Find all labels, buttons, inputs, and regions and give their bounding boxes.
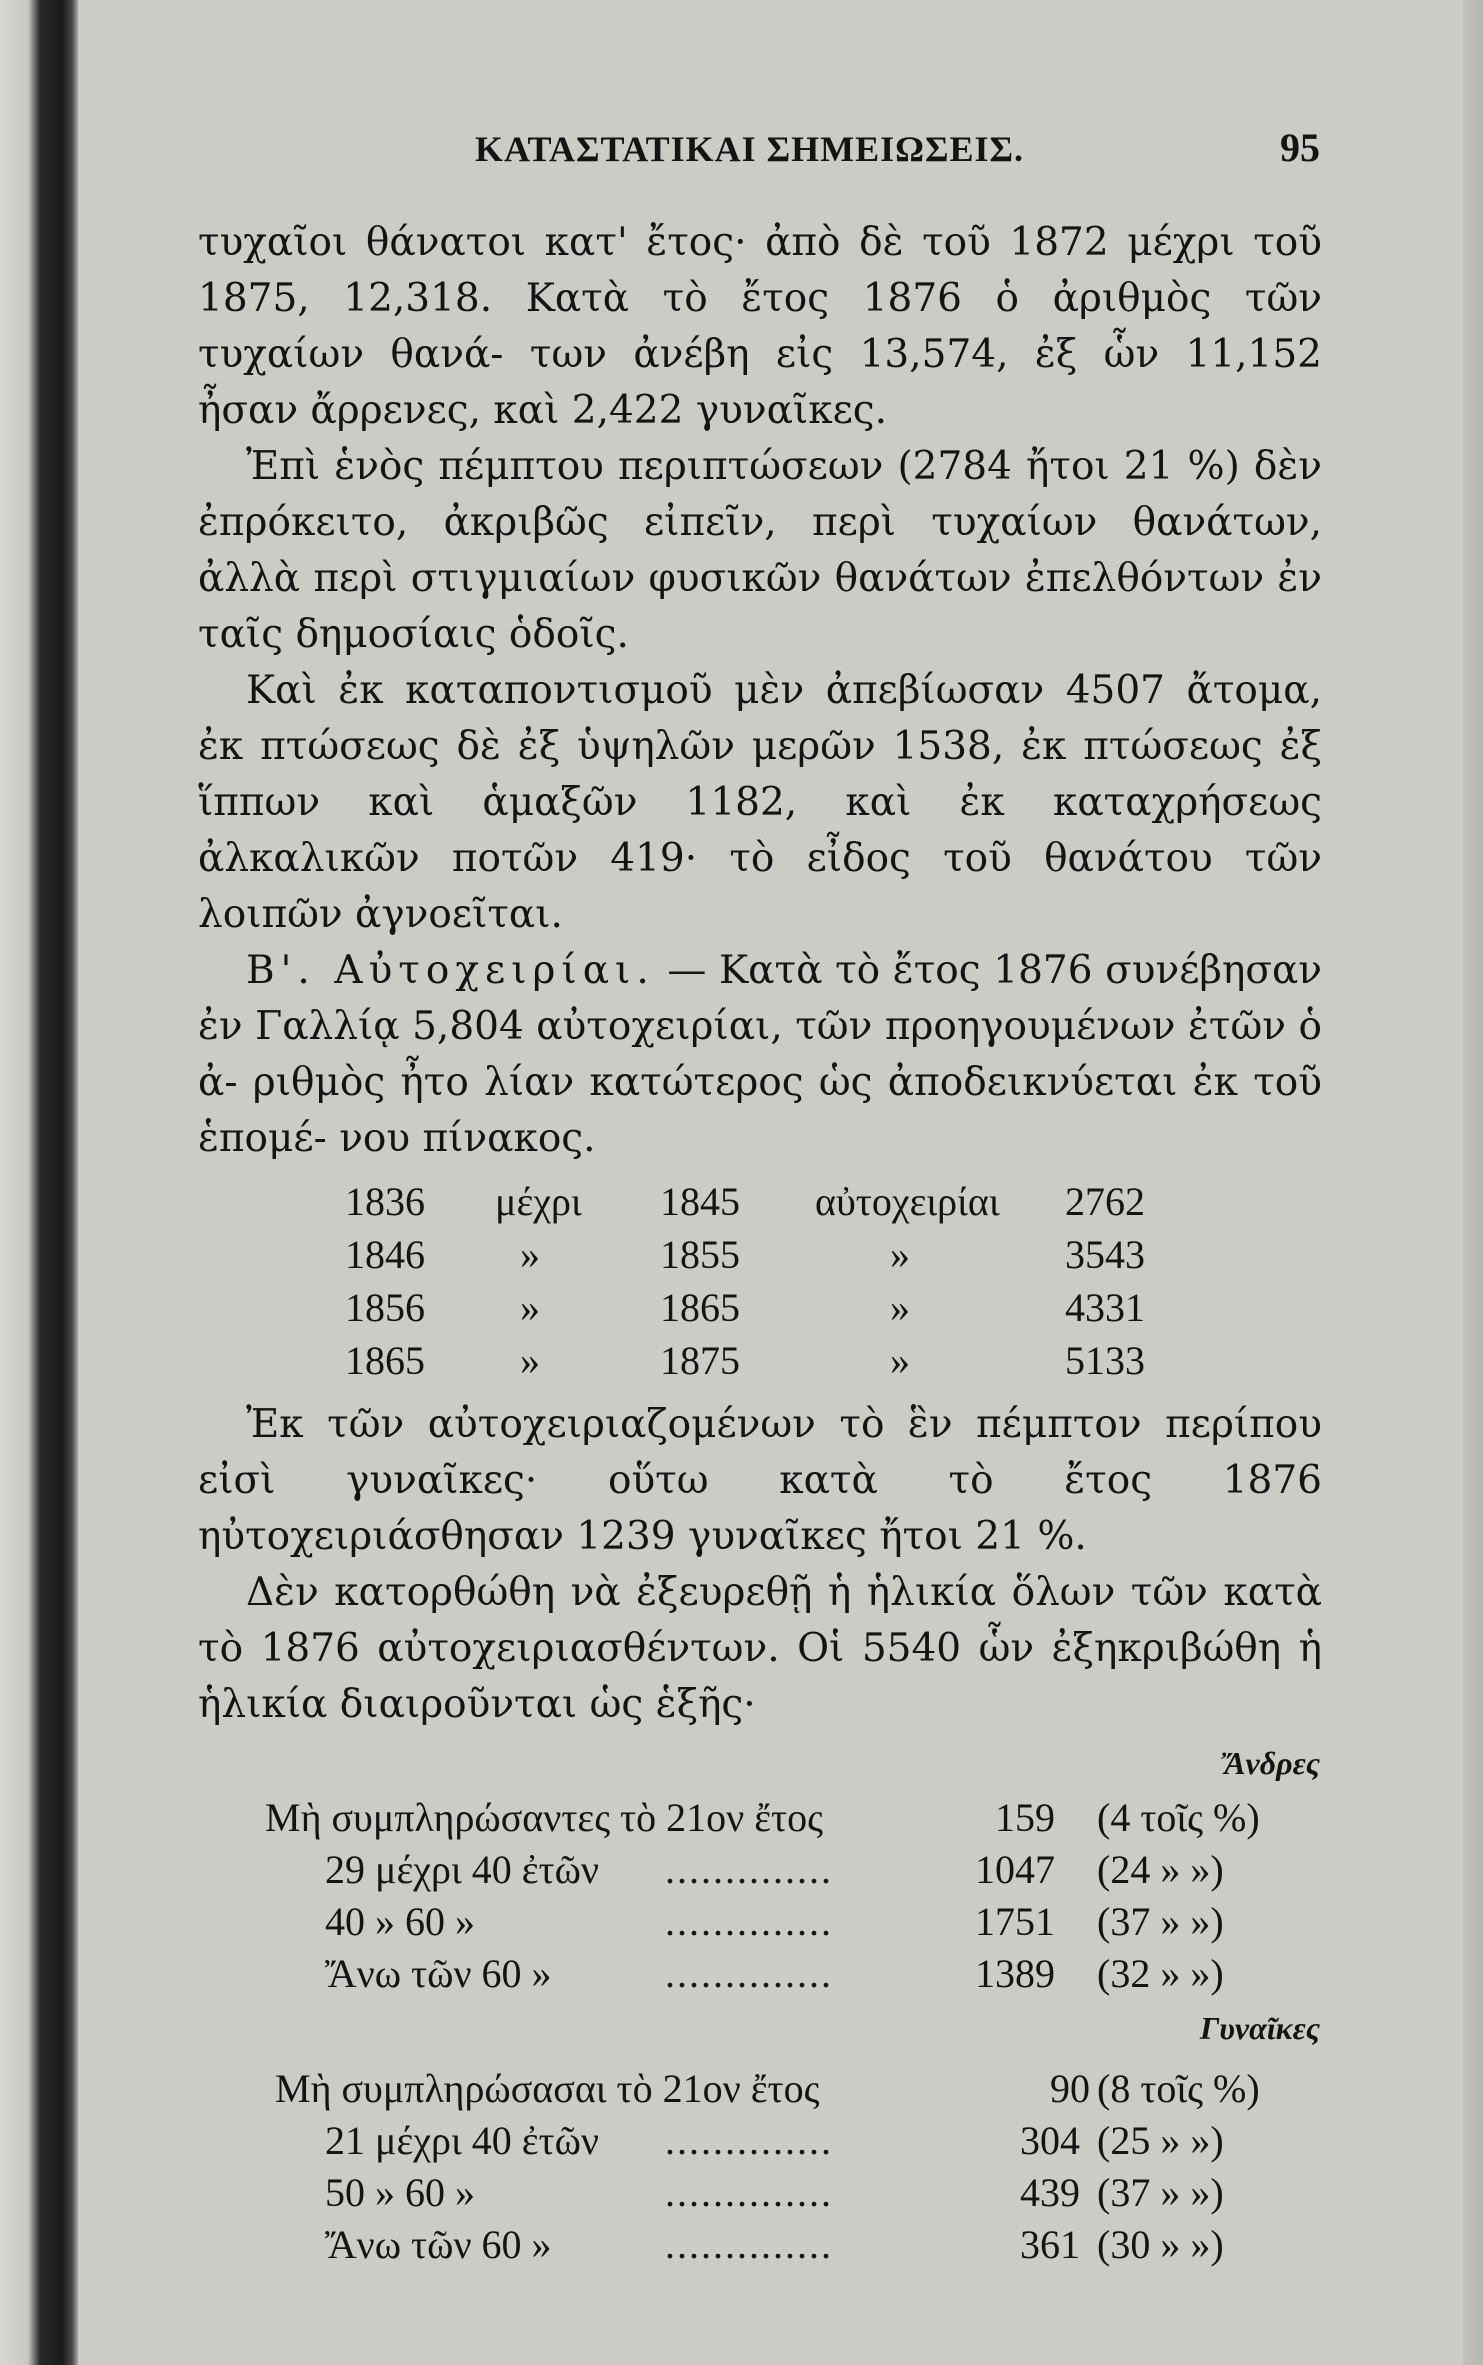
- men-age-table: [265, 1794, 1325, 2002]
- text-line: διαιροῦνται ὡς ἑξῆς·: [339, 1682, 756, 1727]
- period-sep: »: [520, 1338, 540, 1383]
- table-row: [265, 2169, 1325, 2221]
- age-label: Ἄνω τῶν 60 »: [325, 1951, 552, 1996]
- leader-dots: ..............: [665, 1899, 833, 1944]
- text-line: ὁδοῖς.: [508, 612, 629, 657]
- text-line: στιγμιαίων φυσικῶν θανάτων ἐπελθόντων ἐν ταῖς δημοσίαις: [198, 556, 1322, 657]
- body-text-continued: [198, 1397, 1322, 1733]
- paragraph-5: [198, 1397, 1322, 1565]
- age-label: 29 μέχρι 40 ἐτῶν: [325, 1847, 600, 1892]
- age-count: 1751: [975, 1899, 1055, 1944]
- women-age-table: [265, 2065, 1325, 2273]
- leader-dots: ..............: [665, 1951, 833, 1996]
- text-line: Καὶ ἐκ καταποντισμοῦ μὲν ἀπεβίωσαν 4507 ἄτομα, ἐκ: [198, 668, 1322, 769]
- men-heading: Ἄνδρες: [1224, 1745, 1320, 1781]
- age-label: 40 » 60 »: [325, 1899, 475, 1944]
- age-count: 1047: [975, 1847, 1055, 1892]
- text-line: γυναῖκες· οὕτω κατὰ τὸ ἔτος 1876 ηὐτοχειριάσθησαν 1239: [198, 1458, 1322, 1559]
- text-line: καὶ ἁμαξῶν 1182, καὶ ἐκ καταχρήσεως ἀλκαλικῶν ποτῶν: [198, 780, 1322, 881]
- women-heading: Γυναῖκες: [1199, 2010, 1320, 2046]
- period-label: αὐτοχειρίαι: [815, 1179, 1000, 1224]
- period-sep: »: [520, 1285, 540, 1330]
- age-count: 159: [995, 1795, 1055, 1840]
- table-row: [265, 1898, 1325, 1950]
- age-percent: (8 τοῖς %): [1097, 2066, 1260, 2111]
- period-to: 1845: [660, 1179, 740, 1224]
- paragraph-2: [198, 439, 1322, 663]
- period-count: 4331: [1065, 1285, 1145, 1330]
- age-label: Μὴ συμπληρώσασαι τὸ 21ον ἔτος: [275, 2066, 820, 2111]
- leader-dots: ..............: [665, 1847, 833, 1892]
- text-line: πτώσεως δὲ ἐξ ὑψηλῶν μερῶν 1538, ἐκ πτώσεως ἐξ ἵππων: [198, 724, 1322, 825]
- text-line: τυχαῖοι θάνατοι κατ' ἔτος· ἀπὸ δὲ τοῦ 1872 μέχρι τοῦ 1875,: [198, 220, 1322, 321]
- paragraph-3: [198, 663, 1322, 943]
- period-from: 1856: [345, 1285, 425, 1330]
- table-row: [345, 1178, 1185, 1231]
- period-count: 2762: [1065, 1179, 1145, 1224]
- paragraph-4: [198, 943, 1322, 1167]
- period-to: 1855: [660, 1232, 740, 1277]
- age-percent: (30 » »): [1097, 2222, 1224, 2267]
- age-count: 90: [1050, 2066, 1090, 2111]
- table-row: [265, 2117, 1325, 2169]
- period-from: 1836: [345, 1179, 425, 1224]
- book-gutter-shadow: [0, 0, 78, 2365]
- age-label: Μὴ συμπληρώσαντες τὸ 21ον ἔτος: [265, 1795, 823, 1840]
- text-line: γυναῖκες.: [695, 388, 888, 433]
- period-label: »: [890, 1232, 910, 1277]
- running-head: ΚΑΤΑΣΤΑΤΙΚΑΙ ΣΗΜΕΙΩΣΕΙΣ.: [475, 129, 1025, 169]
- suicides-by-period-table: [345, 1178, 1185, 1390]
- table-row: [265, 1950, 1325, 2002]
- text-line: Ἐπὶ ἑνὸς πέμπτου περιπτώσεων (2784 ἤτοι 21 %) δὲν: [246, 444, 1322, 489]
- age-count: 361: [1020, 2222, 1080, 2267]
- age-percent: (25 » »): [1097, 2118, 1224, 2163]
- age-label: Ἄνω τῶν 60 »: [325, 2222, 552, 2267]
- paragraph-1: [198, 215, 1322, 439]
- leader-dots: ..............: [665, 2118, 833, 2163]
- table-row: [345, 1337, 1185, 1390]
- table-row: [345, 1284, 1185, 1337]
- text-line: των ἀνέβη εἰς 13,574, ἐξ ὧν 11,152 ἦσαν ἄρρενες, καὶ 2,422: [198, 332, 1322, 433]
- text-line: γυναῖκες ἤτοι 21 %.: [688, 1514, 1087, 1559]
- text-line: Ἐκ τῶν αὐτοχειριαζομένων τὸ ἓν πέμπτον περίπου εἰσὶ: [198, 1402, 1322, 1503]
- table-row: [265, 1794, 1325, 1846]
- period-label: »: [890, 1285, 910, 1330]
- body-text: [198, 215, 1322, 1167]
- period-sep: »: [520, 1232, 540, 1277]
- text-line: — Κατὰ τὸ ἔτος 1876 συνέβησαν: [654, 948, 1322, 993]
- period-from: 1865: [345, 1338, 425, 1383]
- text-line: 1876 αὐτοχειριασθέντων. Οἱ 5540 ὧν ἐξηκριβώθη ἡ ἡλικία: [198, 1626, 1322, 1727]
- page-number: 95: [1280, 125, 1320, 170]
- age-count: 1389: [975, 1951, 1055, 1996]
- text-line: ἐν Γαλλίᾳ 5,804 αὐτοχειρίαι, τῶν προηγουμένων ἐτῶν ὁ ἀ-: [198, 1004, 1322, 1105]
- age-percent: (24 » »): [1097, 1847, 1224, 1892]
- text-line: ἐπρόκειτο, ἀκριβῶς εἰπεῖν, περὶ τυχαίων θανάτων, ἀλλὰ περὶ: [198, 500, 1322, 601]
- section-heading: Β'. Αὐτοχειρίαι.: [246, 948, 655, 993]
- period-to: 1875: [660, 1338, 740, 1383]
- age-percent: (4 τοῖς %): [1097, 1795, 1260, 1840]
- period-label: »: [890, 1338, 910, 1383]
- age-percent: (37 » »): [1097, 2170, 1224, 2215]
- period-to: 1865: [660, 1285, 740, 1330]
- age-count: 439: [1020, 2170, 1080, 2215]
- period-sep: μέχρι: [495, 1179, 582, 1224]
- table-row: [265, 1846, 1325, 1898]
- age-percent: (32 » »): [1097, 1951, 1224, 1996]
- table-row: [265, 2221, 1325, 2273]
- age-percent: (37 » »): [1097, 1899, 1224, 1944]
- text-line: Δὲν κατορθώθη νὰ ἐξευρεθῇ ἡ ἡλικία ὅλων τῶν κατὰ τὸ: [198, 1570, 1322, 1671]
- period-count: 5133: [1065, 1338, 1145, 1383]
- table-row: [265, 2065, 1325, 2117]
- paragraph-6: [198, 1565, 1322, 1733]
- text-line: 419· τὸ εἶδος τοῦ θανάτου τῶν λοιπῶν ἀγνοεῖται.: [198, 836, 1322, 937]
- age-count: 304: [1020, 2118, 1080, 2163]
- age-label: 21 μέχρι 40 ἐτῶν: [325, 2118, 600, 2163]
- period-from: 1846: [345, 1232, 425, 1277]
- period-count: 3543: [1065, 1232, 1145, 1277]
- page-edge: [1463, 0, 1483, 2365]
- page-header: [200, 125, 1320, 188]
- leader-dots: ..............: [665, 2222, 833, 2267]
- table-row: [345, 1231, 1185, 1284]
- text-line: νου πίνακος.: [339, 1116, 596, 1161]
- text-line: 12,318. Κατὰ τὸ ἔτος 1876 ὁ ἀριθμὸς τῶν τυχαίων θανά-: [198, 276, 1322, 377]
- leader-dots: ..............: [665, 2170, 833, 2215]
- age-label: 50 » 60 »: [325, 2170, 475, 2215]
- text-line: ριθμὸς ἦτο λίαν κατώτερος ὡς ἀποδεικνύεται ἐκ τοῦ ἑπομέ-: [198, 1060, 1322, 1161]
